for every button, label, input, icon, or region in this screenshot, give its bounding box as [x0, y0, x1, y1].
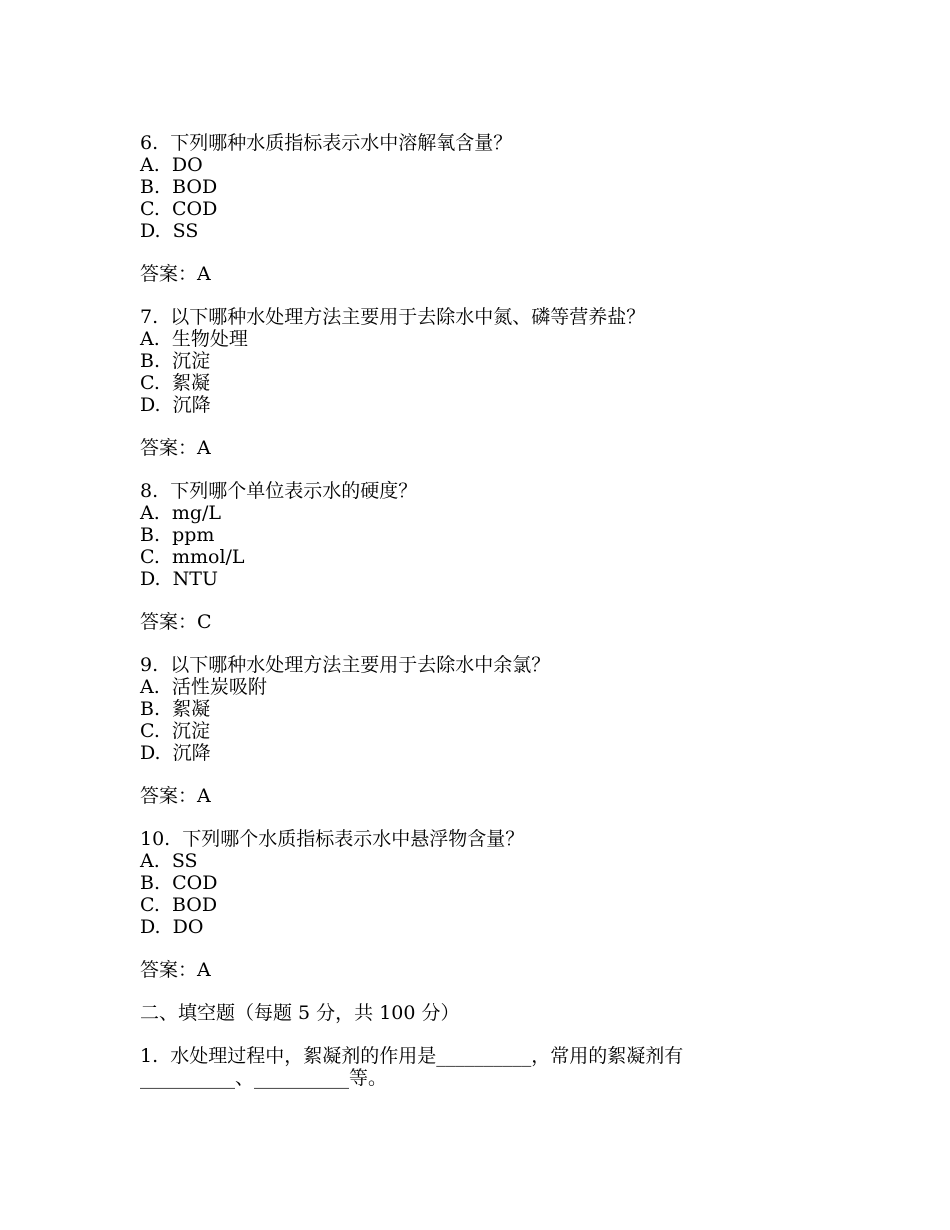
- option-b: B. BOD: [140, 176, 218, 198]
- option-d: D. 沉降: [140, 394, 211, 416]
- question-stem: 9. 以下哪种水处理方法主要用于去除水中余氯？: [140, 654, 551, 676]
- option-d: D. DO: [140, 916, 204, 938]
- option-a: A. 活性炭吸附: [140, 676, 267, 698]
- question-stem: 7. 以下哪种水处理方法主要用于去除水中氮、磷等营养盐？: [140, 306, 646, 328]
- fill-blank-question: 1. 水处理过程中，絮凝剂的作用是__________，常用的絮凝剂有: [140, 1045, 684, 1067]
- option-a: A. 生物处理: [140, 328, 248, 350]
- option-d: D. SS: [140, 220, 199, 242]
- spacer: [140, 807, 820, 828]
- option-c: C. BOD: [140, 894, 218, 916]
- spacer: [140, 981, 820, 1002]
- spacer: [140, 1024, 820, 1045]
- option-c: C. COD: [140, 198, 218, 220]
- question-stem: 10. 下列哪个水质指标表示水中悬浮物含量？: [140, 828, 525, 850]
- option-a: A. DO: [140, 154, 203, 176]
- option-b: B. 沉淀: [140, 350, 211, 372]
- answer-text: 答案：A: [140, 437, 211, 459]
- fill-blank-question-continued: __________、__________等。: [140, 1067, 388, 1089]
- spacer: [140, 459, 820, 480]
- spacer: [140, 764, 820, 785]
- option-d: D. 沉降: [140, 742, 211, 764]
- section-title: 二、填空题（每题 5 分，共 100 分）: [140, 1002, 460, 1024]
- document-page: [140, 132, 820, 1089]
- answer-text: 答案：A: [140, 785, 211, 807]
- option-c: C. mmol/L: [140, 546, 245, 568]
- spacer: [140, 938, 820, 959]
- option-a: A. SS: [140, 850, 198, 872]
- option-c: C. 絮凝: [140, 372, 210, 394]
- question-stem: 8. 下列哪个单位表示水的硬度？: [140, 480, 418, 502]
- option-b: B. 絮凝: [140, 698, 211, 720]
- spacer: [140, 633, 820, 654]
- answer-text: 答案：A: [140, 959, 211, 981]
- spacer: [140, 590, 820, 611]
- option-b: B. ppm: [140, 524, 215, 546]
- spacer: [140, 416, 820, 437]
- option-a: A. mg/L: [140, 502, 222, 524]
- option-c: C. 沉淀: [140, 720, 210, 742]
- answer-text: 答案：A: [140, 263, 211, 285]
- option-b: B. COD: [140, 872, 218, 894]
- spacer: [140, 242, 820, 263]
- answer-text: 答案：C: [140, 611, 212, 633]
- question-stem: 6. 下列哪种水质指标表示水中溶解氧含量？: [140, 132, 513, 154]
- spacer: [140, 285, 820, 306]
- option-d: D. NTU: [140, 568, 218, 590]
